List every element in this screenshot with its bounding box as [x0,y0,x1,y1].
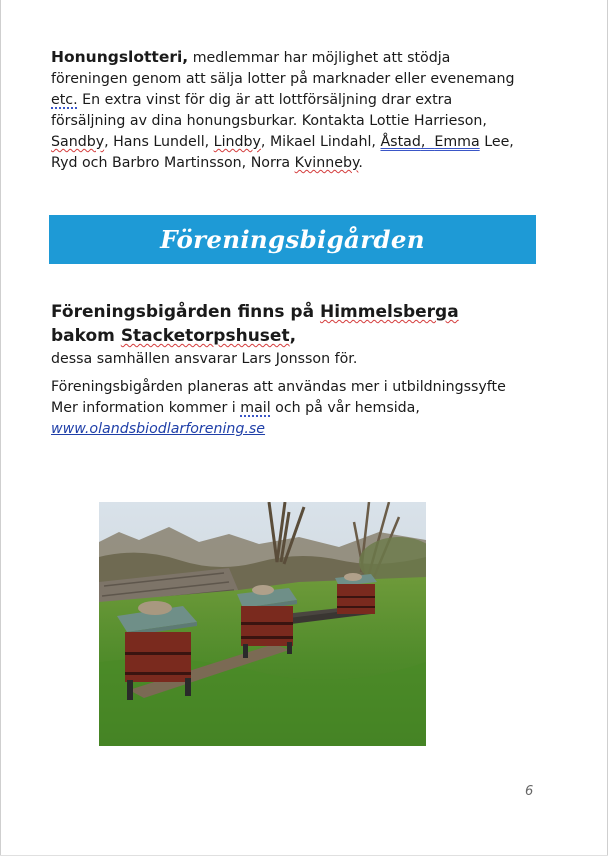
banner-title: Föreningsbigården [160,225,425,254]
spellcheck-flag-himmelsberga[interactable]: Himmelsberga [319,302,459,322]
honungslotteri-paragraph [51,47,531,174]
text-run: medlemmar har möjlighet att stödja föreningen genom att sälja lotter på marknader eller evenemang [51,50,515,87]
grammar-flag-mail[interactable]: mail [240,400,271,416]
beehive-photo [99,502,426,746]
page-number: 6 [525,784,534,799]
heading-run: Föreningsbigården finns på [51,302,320,322]
page-left-edge [0,0,1,856]
grammar-flag-emma[interactable]: Emma [434,134,480,150]
text-run: . [358,155,363,171]
grammar-flag-astad[interactable]: Åstad [380,134,421,150]
section-heading [51,300,521,348]
text-run: En extra vinst för dig är att lottförsäljning drar extra försäljning av dina honungsburkar. Kontakta Lottie Harrieson, [51,92,487,129]
text-run: och på vår hemsida, [270,400,420,416]
heading-run: , [289,326,297,346]
grammar-flag-etc[interactable]: etc. [51,92,78,108]
paragraph-bold-lead: Honungslotteri, [51,48,189,66]
text-run: Lee, Ryd och Barbro Martinsson, Norra [51,134,514,171]
spellcheck-flag-sandby[interactable]: Sandby [51,134,105,150]
grammar-flag-spacing[interactable]: , [420,134,435,150]
spellcheck-flag-kvinneby[interactable]: Kvinneby [294,155,359,171]
text-run: , Mikael Lindahl, [260,134,381,150]
spellcheck-flag-lindby[interactable]: Lindby [213,134,261,150]
spellcheck-flag-stacketorpshuset[interactable]: Stacketorpshuset [120,326,290,346]
text-run: Föreningsbigården planeras att användas mer i utbildningssyfte Mer information kommer i [51,379,506,416]
responsible-line: dessa samhällen ansvarar Lars Jonsson för. [51,351,358,367]
website-link[interactable]: www.olandsbiodlarforening.se [51,421,266,437]
heading-run: bakom [51,326,121,346]
education-paragraph [51,377,521,440]
text-run: , Hans Lundell, [104,134,214,150]
section-banner [49,215,536,264]
